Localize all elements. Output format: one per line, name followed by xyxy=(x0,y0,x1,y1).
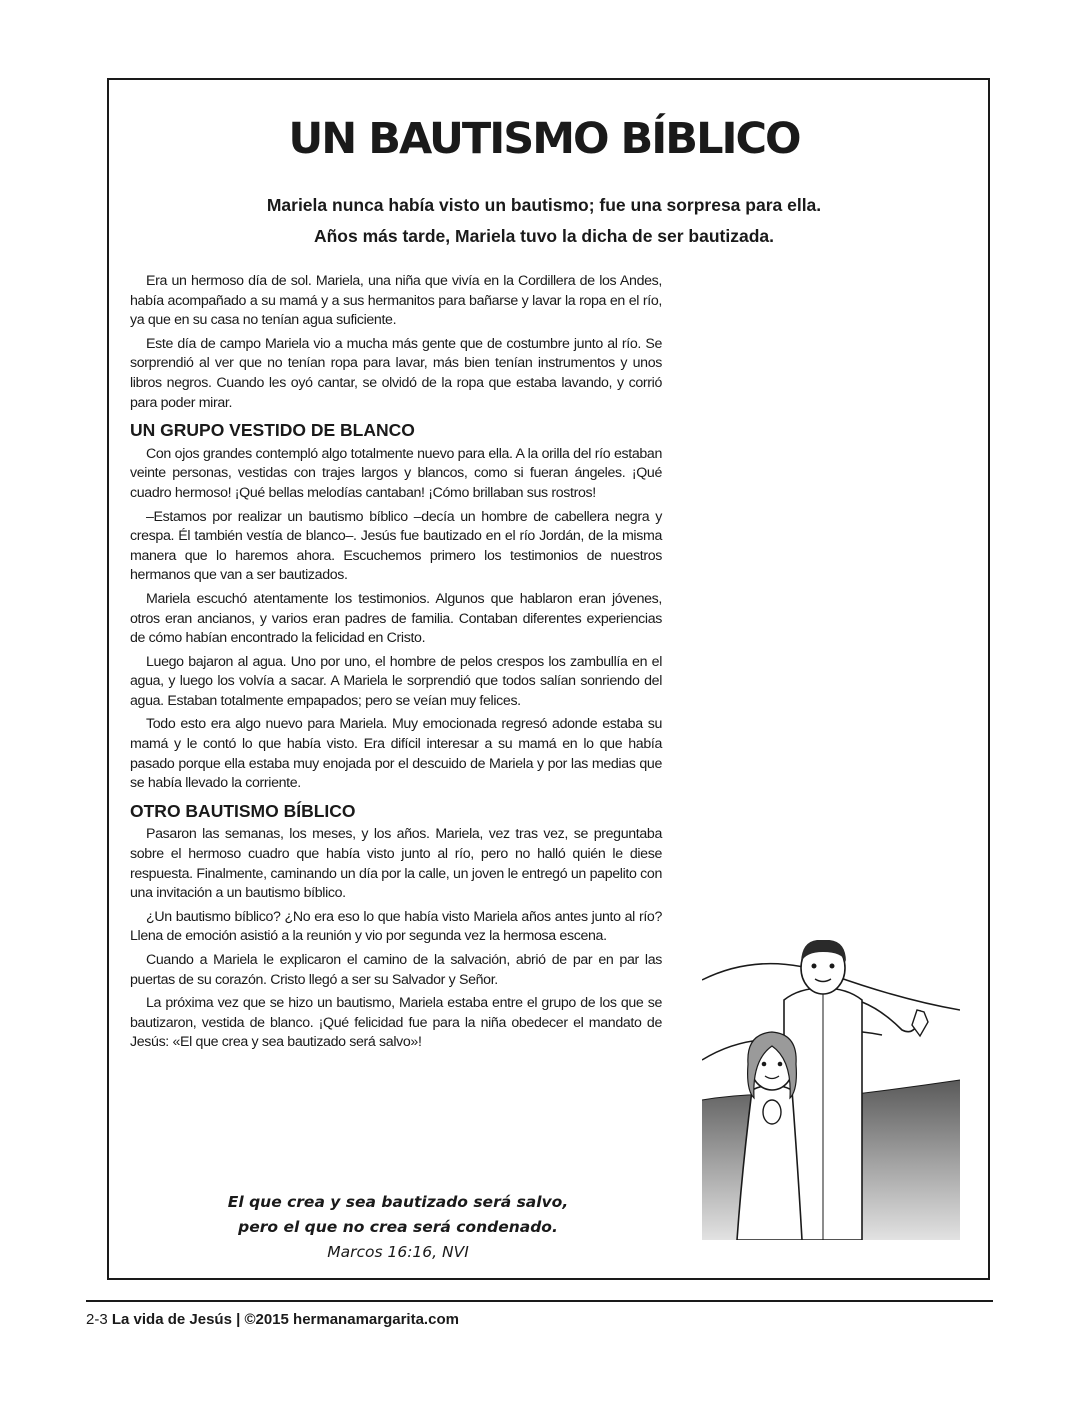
footer-divider xyxy=(86,1300,993,1302)
subtitle xyxy=(0,190,1088,252)
verse-line-1: El que crea y sea bautizado será salvo, xyxy=(227,1193,569,1211)
paragraph-11: La próxima vez que se hizo un bautismo, Mariela estaba entre el grupo de los que se bautizaron, vestida de blanco. ¡Qué felicidad fue para la niña obedecer el mandato de Jesús: «El que crea y sea bautizado será salvo»! xyxy=(130,995,662,1051)
footer-text: La vida de Jesús | ©2015 hermanamargarita.com xyxy=(111,1311,459,1328)
page-footer xyxy=(86,1311,459,1328)
subtitle-line-1: Mariela nunca había visto un bautismo; fue una sorpresa para ella. xyxy=(266,195,822,215)
story-column xyxy=(130,272,662,1057)
paragraph-7: Todo esto era algo nuevo para Mariela. Muy emocionada regresó adonde estaba su mamá y le contó lo que había visto. Era difícil interesar a su mamá en lo que había pasado porque ella estaba muy enojada por el descuido de Mariela y por las medias que se había llevado la corriente. xyxy=(130,716,662,792)
paragraph-9: ¿Un bautismo bíblico? ¿No era eso lo que había visto Mariela años antes junto al río? Llena de emoción asistió a la reunión y vio por segunda vez la hermosa escena. xyxy=(130,908,662,945)
verse-reference: Marcos 16:16, NVI xyxy=(327,1243,469,1261)
section-heading-1: UN GRUPO VESTIDO DE BLANCO xyxy=(130,420,415,441)
paragraph-8: Pasaron las semanas, los meses, y los años. Mariela, vez tras vez, se preguntaba sobre el hermoso cuadro que había visto junto al río, pero no halló quién le diese respuesta. Finalmente, caminando un día por la calle, un joven le entregó un papelito con una invitación a un bautismo bíblico. xyxy=(130,826,662,902)
subtitle-line-2: Años más tarde, Mariela tuvo la dicha de ser bautizada. xyxy=(313,226,774,246)
paragraph-3: Con ojos grandes contempló algo totalmente nuevo para ella. A la orilla del río estaban veinte personas, vestidas con trajes largos y blancos, como si fueran ángeles. ¡Qué cuadro hermoso! ¡Qué bellas melodías cantaban! ¡Cómo brillaban sus rostros! xyxy=(130,445,662,501)
paragraph-5: Mariela escuchó atentamente los testimonios. Algunos que hablaron eran jóvenes, otros eran ancianos, y varios eran padres de familia. Contaban diferentes experiencias de cómo habían encontrado la felicidad en Cristo. xyxy=(130,590,662,647)
section-heading-2: OTRO BAUTISMO BÍBLICO xyxy=(130,800,356,821)
page-number: 2-3 xyxy=(86,1311,108,1328)
girl-figure xyxy=(737,1032,802,1240)
page-title: UN BAUTISMO BÍBLICO xyxy=(288,114,800,164)
paragraph-4: –Estamos por realizar un bautismo bíblico –decía un hombre de cabellera negra y crespa. Él también vestía de blanco–. Jesús fue bautizado en el río Jordán, de la misma manera que lo haremos ahora. Escuchemos primero los testimonios de nuestros hermanos que van a ser bautizados. xyxy=(130,508,662,584)
bible-verse xyxy=(108,1190,688,1265)
paragraph-1: Era un hermoso día de sol. Mariela, una niña que vivía en la Cordillera de los Andes, había acompañado a su mamá y a sus hermanitos para bañarse y lavar la ropa en el río, ya que en su casa no tenían agua suficiente. xyxy=(130,273,662,329)
baptism-illustration xyxy=(702,940,960,1240)
paragraph-10: Cuando a Mariela le explicaron el camino de la salvación, abrió de par en par las puertas de su corazón. Cristo llegó a ser su Salvador y Señor. xyxy=(130,952,662,988)
verse-line-2: pero el que no crea será condenado. xyxy=(238,1218,558,1236)
paragraph-2: Este día de campo Mariela vio a mucha más gente que de costumbre junto al río. Se sorprendió al ver que no tenían ropa para lavar, más bien tenían instrumentos y unos libros negros. Cuando les oyó cantar, se olvidó de la ropa que estaba lavando, y corrió para poder mirar. xyxy=(130,335,662,411)
paragraph-6: Luego bajaron al agua. Uno por uno, el hombre de pelos crespos los zambullía en el agua, y luego los volvía a sacar. A Mariela le sorprendió que todos salían sonriendo del agua. Estaban totalmente empapados; pero se veían muy felices. xyxy=(130,653,662,709)
